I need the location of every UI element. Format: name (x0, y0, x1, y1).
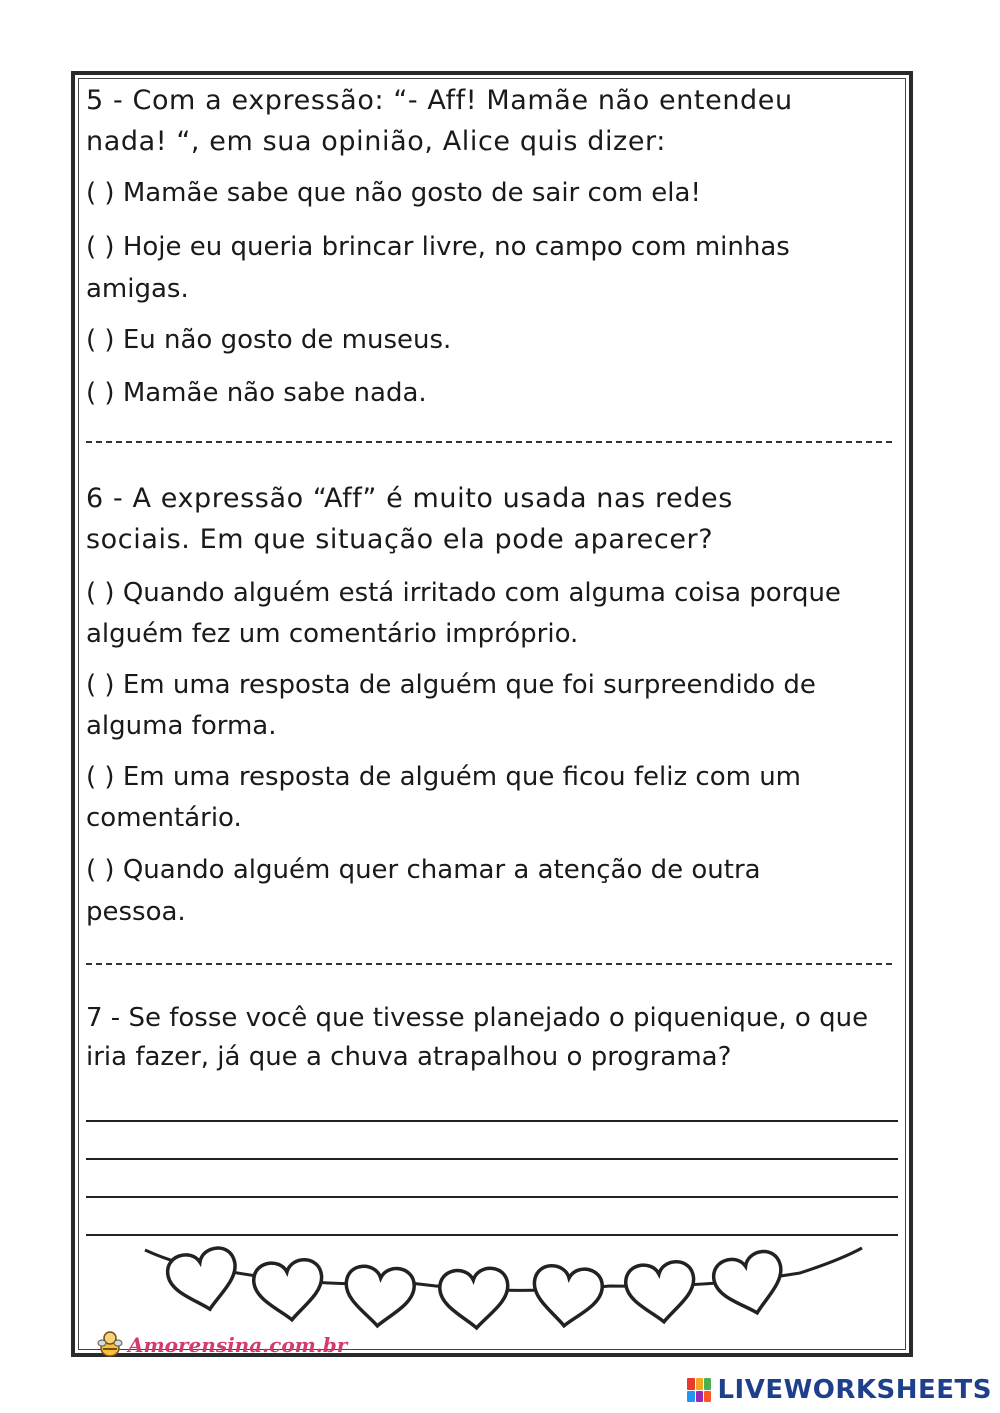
liveworksheets-brand (687, 1375, 992, 1405)
answer-line[interactable] (86, 1158, 898, 1160)
q5-option-2[interactable]: ( ) Hoje eu queria brincar livre, no campo com minhas (86, 232, 790, 262)
logo-square (687, 1378, 694, 1390)
q6-title-line-2: sociais. Em que situação ela pode aparecer? (86, 524, 714, 555)
q5-title-line-1: 5 - Com a expressão: “- Aff! Mamãe não entendeu (86, 85, 793, 116)
q6-option-4-cont: pessoa. (86, 897, 186, 927)
q5-option-2-cont: amigas. (86, 274, 189, 304)
logo-square (696, 1391, 703, 1403)
logo-square (704, 1391, 711, 1403)
heart-icon (439, 1267, 511, 1330)
logo-square (696, 1378, 703, 1390)
logo-square (704, 1378, 711, 1390)
bee-mascot-icon (96, 1330, 124, 1360)
heart-icon (530, 1264, 604, 1329)
answer-line[interactable] (86, 1120, 898, 1122)
q5-option-1[interactable]: ( ) Mamãe sabe que não gosto de sair com ela! (86, 178, 701, 208)
heart-icon (164, 1245, 243, 1316)
q5-option-3[interactable]: ( ) Eu não gosto de museus. (86, 325, 452, 355)
brand-name: LIVEWORKSHEETS (717, 1375, 992, 1405)
q7-title-line-2: iria fazer, já que a chuva atrapalhou o programa? (86, 1042, 732, 1072)
hearts-garland-decoration (140, 1238, 870, 1338)
section-separator (86, 963, 892, 965)
liveworksheets-logo-icon (687, 1378, 711, 1402)
q5-option-4[interactable]: ( ) Mamãe não sabe nada. (86, 378, 427, 408)
logo-square (687, 1391, 694, 1403)
q6-option-3-cont: comentário. (86, 803, 242, 833)
q6-title-line-1: 6 - A expressão “Aff” é muito usada nas redes (86, 483, 733, 514)
q7-title-line-1: 7 - Se fosse você que tivesse planejado o piquenique, o que (86, 1003, 869, 1033)
site-logo (96, 1330, 347, 1360)
q6-option-1-cont: alguém fez um comentário impróprio. (86, 619, 579, 649)
answer-line[interactable] (86, 1196, 898, 1198)
answer-line[interactable] (86, 1234, 898, 1236)
q6-option-2-cont: alguma forma. (86, 711, 277, 741)
q6-option-2[interactable]: ( ) Em uma resposta de alguém que foi surpreendido de (86, 670, 816, 700)
heart-icon (252, 1258, 326, 1323)
q6-option-4[interactable]: ( ) Quando alguém quer chamar a atenção de outra (86, 855, 761, 885)
q6-option-1[interactable]: ( ) Quando alguém está irritado com alguma coisa porque (86, 578, 841, 608)
q6-option-3[interactable]: ( ) Em uma resposta de alguém que ficou feliz com um (86, 762, 802, 792)
heart-icon (343, 1265, 415, 1328)
section-separator (86, 441, 892, 443)
heart-icon (710, 1248, 790, 1321)
heart-icon (624, 1260, 698, 1325)
q5-title-line-2: nada! “, em sua opinião, Alice quis dizer: (86, 126, 666, 157)
site-url: Amorensina.com.br (128, 1333, 348, 1357)
